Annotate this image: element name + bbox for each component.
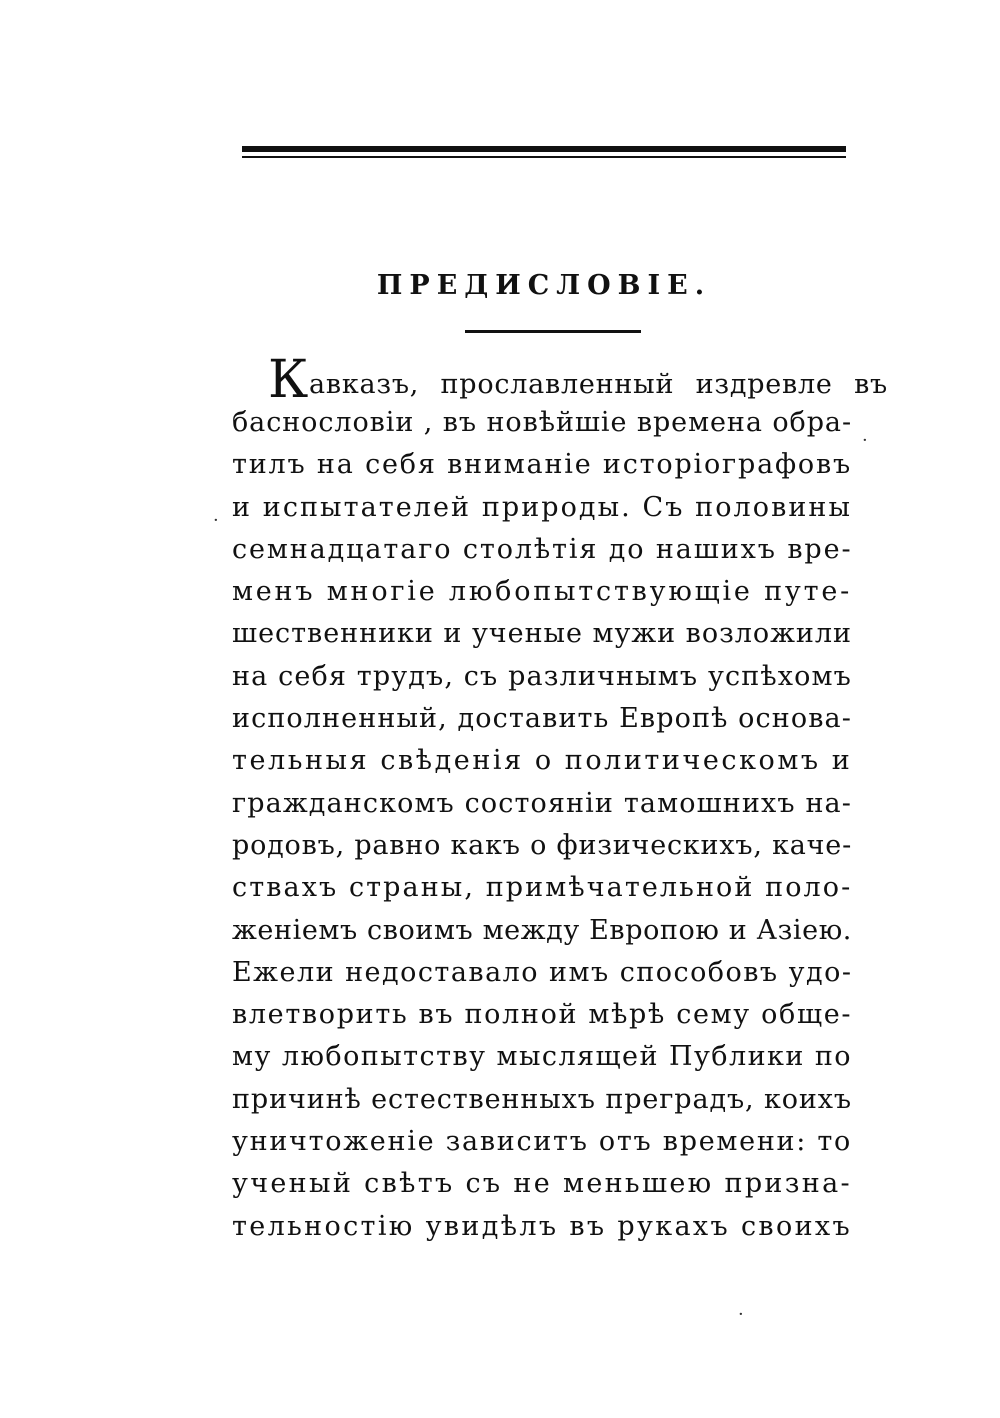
text-line: Ежели недоставало имъ способовъ удо- xyxy=(232,956,853,988)
text-line: женіемъ своимъ между Европою и Азіею. xyxy=(232,914,852,946)
text-line-1 xyxy=(232,350,888,410)
text-line-1-rest: авказъ, прославленный издревле въ xyxy=(309,369,888,400)
text-line: тельныя свѣденія о политическомъ и xyxy=(232,745,853,777)
text-line: исполненный, доставить Европѣ основа- xyxy=(232,703,852,735)
text-line: гражданскомъ состояніи тамошнихъ на- xyxy=(232,787,852,819)
top-rule-thick xyxy=(242,146,846,152)
text-line: тилъ на себя вниманіе исторіографовъ xyxy=(232,449,852,481)
text-line: менъ многіе любопытствующіе путе- xyxy=(232,576,852,608)
text-line: причинѣ естественныхъ преградъ, коихъ xyxy=(232,1083,852,1115)
top-rule-thin xyxy=(242,156,846,158)
print-speck: · xyxy=(862,430,868,451)
text-line: уничтоженіе зависитъ отъ времени: то xyxy=(232,1126,853,1158)
text-line: семнадцатаго столѣтія до нашихъ вре- xyxy=(232,533,853,565)
section-heading: ПРЕДИСЛОВІЕ. xyxy=(376,270,712,301)
text-line: баснословіи , въ новѣйшіе времена обра- xyxy=(232,407,852,438)
print-speck: · xyxy=(738,1304,744,1325)
top-double-rule xyxy=(242,146,846,160)
text-line: на себя трудъ, съ различнымъ успѣхомъ xyxy=(232,660,852,692)
text-line: и испытателей природы. Съ половины xyxy=(232,491,852,523)
print-speck: · xyxy=(213,510,219,531)
text-line: шественники и ученые мужи возложили xyxy=(232,618,852,650)
text-line: му любопытству мыслящей Публики по xyxy=(232,1041,852,1073)
text-line: родовъ, равно какъ о физическихъ, каче- xyxy=(232,829,852,861)
text-line: тельностію увидѣлъ въ рукахъ своихъ xyxy=(232,1210,852,1242)
body-text xyxy=(232,350,888,1248)
heading-underline xyxy=(465,330,641,333)
text-line: ученый свѣтъ съ не меньшею призна- xyxy=(232,1168,852,1200)
text-line: ствахъ страны, примѣчательной поло- xyxy=(232,872,853,904)
drop-cap: К xyxy=(268,350,310,410)
text-line: влетворить въ полной мѣрѣ сему обще- xyxy=(232,999,853,1031)
